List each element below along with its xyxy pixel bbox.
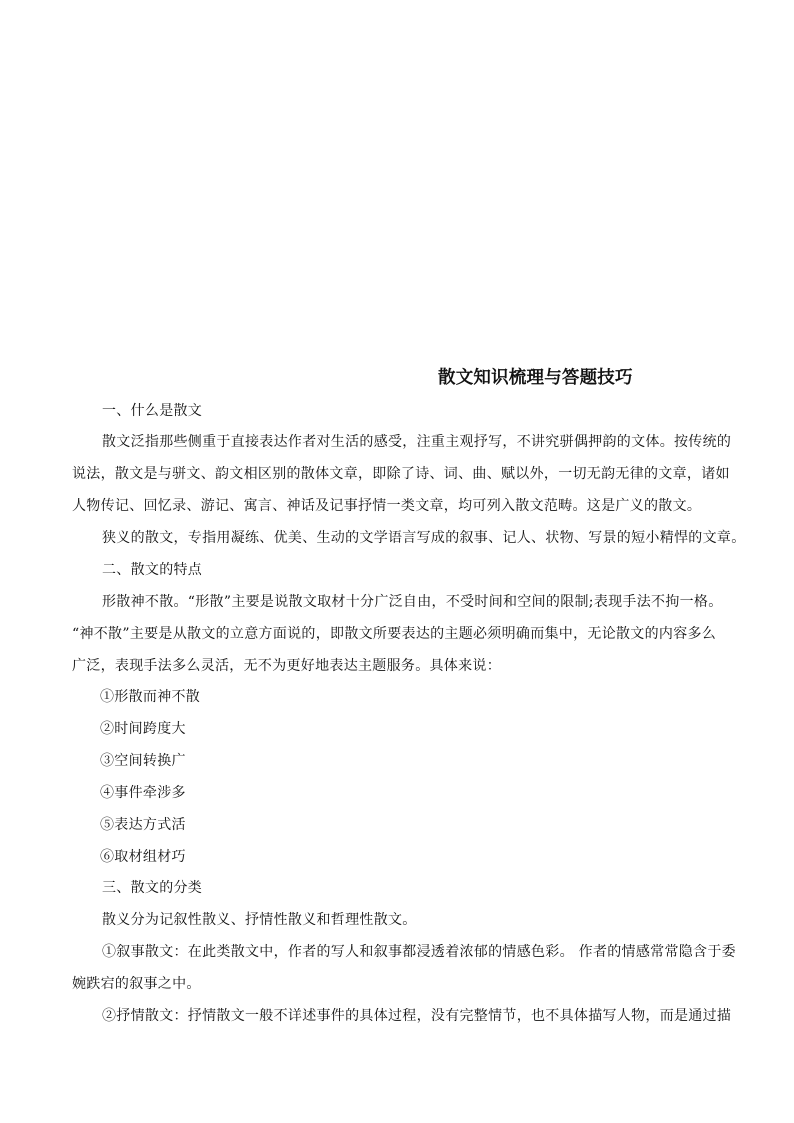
paragraph-line: “神不散”主要是从散文的立意方面说的，即散文所要表达的主题必须明确而集中，无论散文的内容多么 — [72, 626, 717, 642]
section-heading-classification: 三、散文的分类 — [102, 880, 203, 896]
paragraph-line: 广泛，表现手法多么灵活，无不为更好地表达主题服务。具体来说： — [72, 658, 501, 674]
feature-list-item: ⑤表达方式活 — [100, 817, 186, 833]
feature-list-item: ②时间跨度大 — [100, 721, 186, 737]
feature-list-item: ⑥取材组材巧 — [100, 849, 186, 865]
paragraph-line: 散义分为记叙性散义、抒情性散义和哲理性散文。 — [102, 912, 417, 928]
feature-list-item: ③空间转换广 — [100, 753, 186, 769]
section-heading-what-is-prose: 一、什么是散文 — [102, 403, 203, 419]
paragraph-line: ①叙事散文：在此类散文中，作者的写人和叙事都浸透着浓郁的情感色彩。 作者的情感常常隐含于委 — [102, 944, 736, 960]
feature-list-item: ①形散而神不散 — [100, 689, 201, 705]
paragraph-line: 散文泛指那些侧重于直接表达作者对生活的感受，注重主观抒写，不讲究骈偶押韵的文体。按传统的 — [102, 434, 732, 450]
feature-list-item: ④事件牵涉多 — [100, 785, 186, 801]
paragraph-line: 狭义的散文，专指用凝练、优美、生动的文学语言写成的叙事、记人、状物、写景的短小精悍的文章。 — [102, 530, 746, 546]
paragraph-line: ②抒情散文：抒情散文一般不详述事件的具体过程，没有完整情节，也不具体描写人物，而是通过描 — [102, 1008, 732, 1024]
section-heading-features: 二、散文的特点 — [102, 562, 203, 578]
document-title: 散文知识梳理与答题技巧 — [438, 368, 633, 388]
paragraph-line: 人物传记、回忆录、游记、寓言、神话及记事抒情一类文章，均可列入散文范畴。这是广义的散文。 — [72, 498, 702, 514]
paragraph-line: 说法，散文是与骈文、韵文相区别的散体文章，即除了诗、词、曲、赋以外，一切无韵无律的文章，诸如 — [72, 466, 730, 482]
paragraph-line: 形散神不散。“形散”主要是说散文取材十分广泛自由，不受时间和空间的限制;表现手法不拘一格。 — [102, 594, 723, 610]
paragraph-line: 婉跌宕的叙事之中。 — [72, 976, 201, 992]
